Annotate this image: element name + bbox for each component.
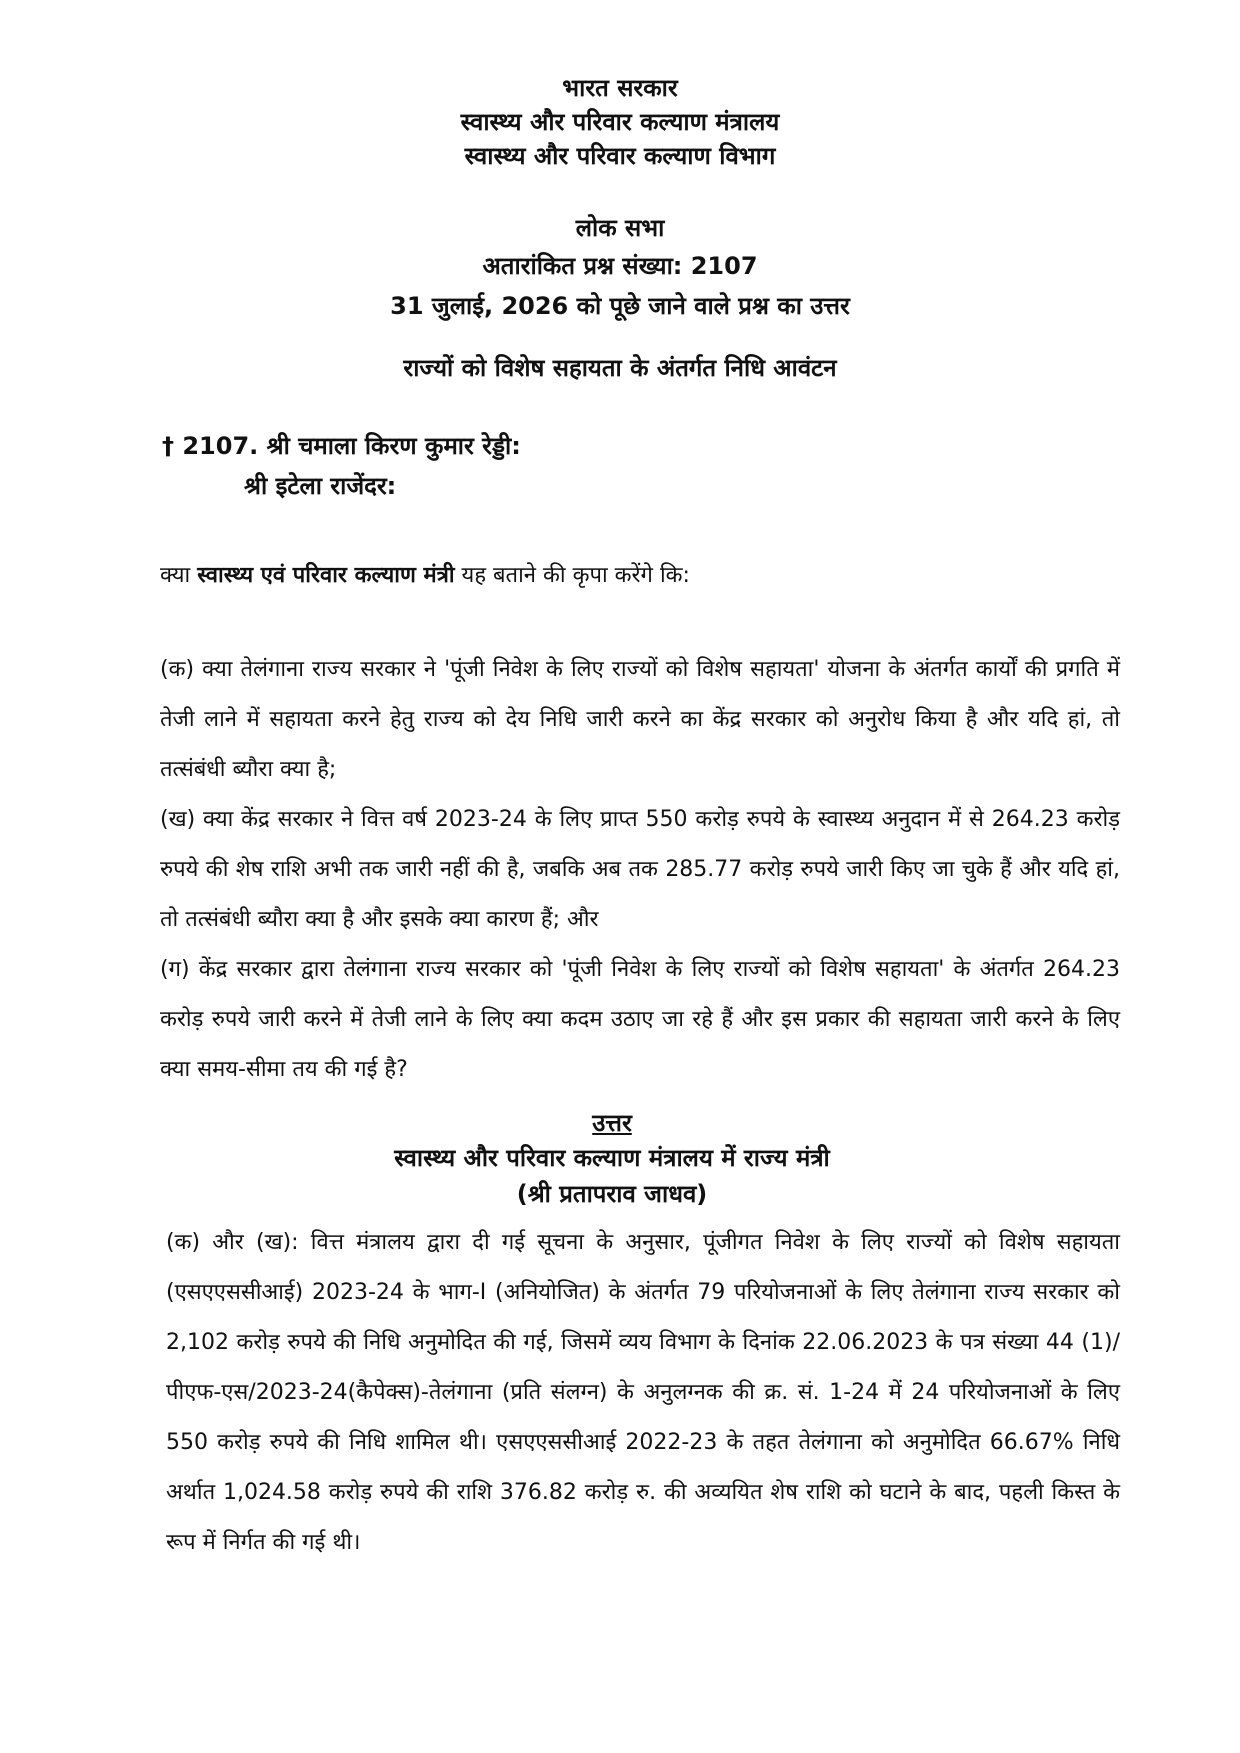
answer-minister-title: स्वास्थ्य और परिवार कल्याण मंत्रालय में राज्य मंत्री — [394, 1144, 830, 1172]
subject-title: राज्यों को विशेष सहायता के अंतर्गत निधि आवंटन — [403, 354, 837, 382]
header-department: स्वास्थ्य और परिवार कल्याण विभाग — [464, 142, 776, 170]
answer-date-line: 31 जुलाई, 2026 को पूछे जाने वाले प्रश्न का उत्तर — [390, 292, 850, 320]
question-number: अतारांकित प्रश्न संख्या: 2107 — [482, 252, 758, 280]
answer-minister-name: (श्री प्रतापराव जाधव) — [516, 1180, 708, 1208]
question-part-ga: (ग) केंद्र सरकार द्वारा तेलंगाना राज्य सरकार को 'पूंजी निवेश के लिए राज्यों को विशेष सहायता' के अंतर्गत 264.23 करोड़ रुपये जारी करने में तेजी लाने के लिए क्या कदम उठाए जा रहे हैं और इस प्रकार की सहायता जारी करने के लिए क्या समय-सीमा तय की गई है? — [160, 957, 1120, 1082]
question-intro-prefix: क्या — [160, 563, 198, 588]
house-name: लोक सभा — [575, 214, 665, 242]
question-part-kha: (ख) क्या केंद्र सरकार ने वित्त वर्ष 2023-24 के लिए प्राप्त 550 करोड़ रुपये के स्वास्थ्य अनुदान में से 264.23 करोड़ रुपये की शेष राशि अभी तक जारी नहीं की है, जबकि अब तक 285.77 करोड़ रुपये जारी किए जा चुके हैं और यदि हां, तो तत्संबंधी ब्यौरा क्या है और इसके क्या कारण हैं; और — [160, 807, 1120, 932]
answer-text: (क) और (ख): वित्त मंत्रालय द्वारा दी गई सूचना के अनुसार, पूंजीगत निवेश के लिए राज्यों को विशेष सहायता (एसएएससीआई) 2023-24 के भाग-I (अनियोजित) के अंतर्गत 79 परियोजनाओं के लिए तेलंगाना राज्य सरकार को 2,102 करोड़ रुपये की निधि अनुमोदित की गई, जिसमें व्यय विभाग के दिनांक 22.06.2023 के पत्र संख्या 44 (1)/पीएफ-एस/2023-24(कैपेक्स)-तेलंगाना (प्रति संलग्न) के अनुलग्नक की क्र. सं. 1-24 में 24 परियोजनाओं के लिए 550 करोड़ रुपये की निधि शामिल थी। एसएएससीआई 2022-23 के तहत तेलंगाना को अनुमोदित 66.67% निधि अर्थात 1,024.58 करोड़ रुपये की राशि 376.82 करोड़ रु. की अव्ययित शेष राशि को घटाने के बाद, पहली किस्त के रूप में निर्गत की गई थी। — [166, 1230, 1120, 1555]
answer-body — [166, 1218, 1120, 1568]
header-ministry: स्वास्थ्य और परिवार कल्याण मंत्रालय — [460, 108, 780, 136]
answer-heading: उत्तर — [592, 1109, 632, 1137]
question-intro — [160, 560, 690, 592]
question-intro-suffix: यह बताने की कृपा करेंगे कि: — [454, 563, 690, 588]
question-parts — [160, 645, 1120, 1095]
member-name-2: श्री इटेला राजेंदर: — [244, 472, 397, 500]
header-government: भारत सरकार — [562, 74, 678, 102]
question-intro-minister: स्वास्थ्य एवं परिवार कल्याण मंत्री — [197, 563, 455, 588]
member-name-1: † 2107. श्री चमाला किरण कुमार रेड्डी: — [162, 432, 521, 460]
question-part-ka: (क) क्या तेलंगाना राज्य सरकार ने 'पूंजी निवेश के लिए राज्यों को विशेष सहायता' योजना के अंतर्गत कार्यों की प्रगति में तेजी लाने में सहायता करने हेतु राज्य को देय निधि जारी करने का केंद्र सरकार को अनुरोध किया है और यदि हां, तो तत्संबंधी ब्यौरा क्या है; — [160, 657, 1120, 782]
